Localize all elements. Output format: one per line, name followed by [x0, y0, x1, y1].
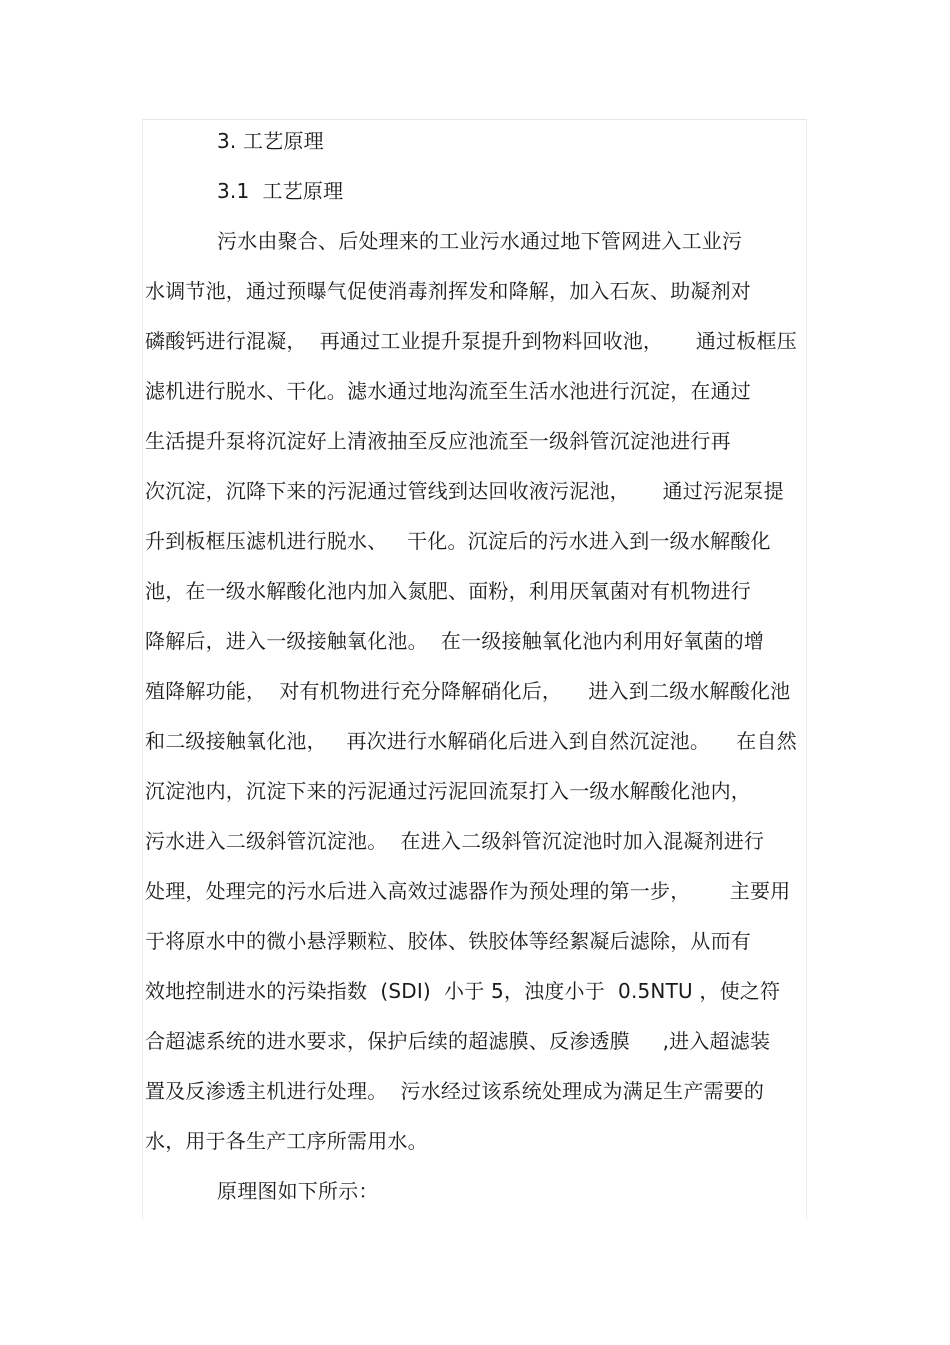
section-heading: 3. 工艺原理: [217, 129, 324, 153]
body-line: 和二级接触氧化池， 再次进行水解硝化后进入到自然沉淀池。 在自然: [145, 729, 797, 753]
subsection-heading: 3.1 工艺原理: [217, 179, 344, 203]
body-line: 合超滤系统的进水要求，保护后续的超滤膜、反渗透膜 ,进入超滤装: [145, 1029, 771, 1053]
body-line: 滤机进行脱水、干化。滤水通过地沟流至生活水池进行沉淀，在通过: [145, 379, 751, 403]
body-line: 于将原水中的微小悬浮颗粒、胶体、铁胶体等经絮凝后滤除，从而有: [145, 929, 751, 953]
body-line: 次沉淀，沉降下来的污泥通过管线到达回收液污泥池， 通过污泥泵提: [145, 479, 784, 503]
body-line: 磷酸钙进行混凝， 再通过工业提升泵提升到物料回收池， 通过板框压: [145, 329, 797, 353]
body-line: 效地控制进水的污染指数 (SDI) 小于 5，浊度小于 0.5NTU ，使之符: [145, 979, 781, 1003]
body-line: 置及反渗透主机进行处理。 污水经过该系统处理成为满足生产需要的: [145, 1079, 765, 1103]
body-line: 升到板框压滤机进行脱水、 干化。沉淀后的污水进入到一级水解酸化: [145, 529, 771, 553]
body-line: 处理，处理完的污水后进入高效过滤器作为预处理的第一步， 主要用: [145, 879, 791, 903]
diagram-caption: 原理图如下所示：: [217, 1179, 379, 1203]
body-line: 沉淀池内，沉淀下来的污泥通过污泥回流泵打入一级水解酸化池内，: [145, 779, 751, 803]
body-line: 池，在一级水解酸化池内加入氮肥、面粉，利用厌氧菌对有机物进行: [145, 579, 751, 603]
body-line: 水，用于各生产工序所需用水。: [145, 1129, 428, 1153]
body-line: 污水进入二级斜管沉淀池。 在进入二级斜管沉淀池时加入混凝剂进行: [145, 829, 765, 853]
body-line: 水调节池，通过预曝气促使消毒剂挥发和降解，加入石灰、助凝剂对: [145, 279, 751, 303]
body-line: 污水由聚合、后处理来的工业污水通过地下管网进入工业污: [217, 229, 743, 253]
body-line: 生活提升泵将沉淀好上清液抽至反应池流至一级斜管沉淀池进行再: [145, 429, 731, 453]
body-line: 降解后，进入一级接触氧化池。 在一级接触氧化池内利用好氧菌的增: [145, 629, 765, 653]
body-line: 殖降解功能， 对有机物进行充分降解硝化后， 进入到二级水解酸化池: [145, 679, 791, 703]
